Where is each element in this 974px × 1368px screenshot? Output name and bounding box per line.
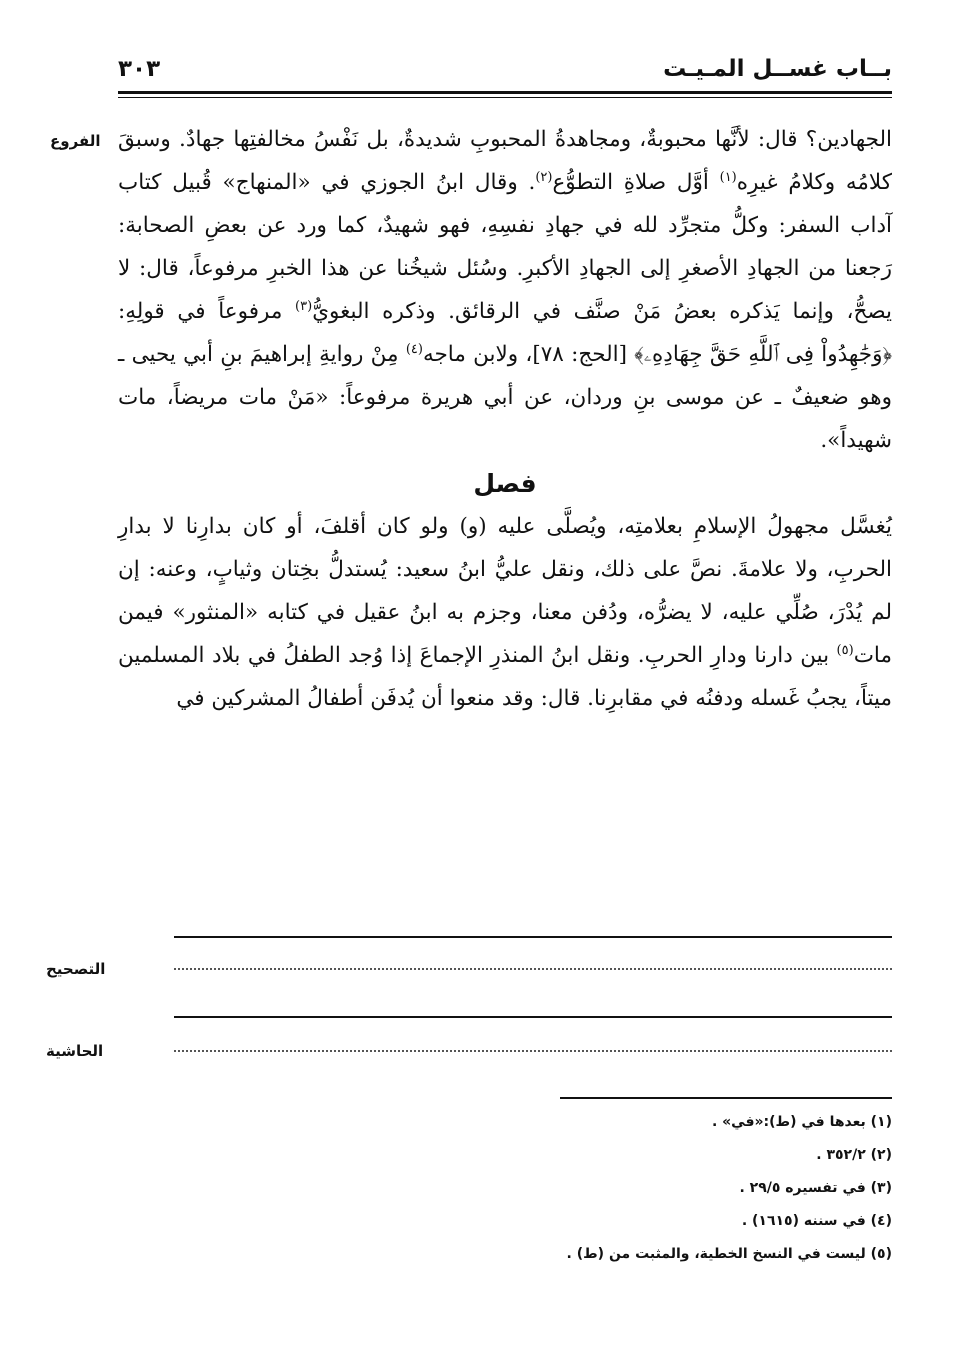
text-line: الجهادين؟ قال: لأنَّها محبوبةٌ، ومجاهدةُ المحبوبِ شديدةٌ، بل نَفْسُ xyxy=(313,127,893,152)
footnote-marker[interactable]: (٢) xyxy=(535,169,553,185)
text-line: الحربِ. ونقل ابنُ المنذرِ الإجماعَ إذا وُجد الطفلُ في بلاد المسلمين ميتاً، xyxy=(118,643,892,711)
quran-quote: ﴿وَجَٰهِدُواْ فِى ٱللَّهِ حَقَّ جِهَادِهِۦ﴾ [الحج: ٧٨]، ولابن ماجه xyxy=(422,342,892,367)
footnote-marker[interactable]: (١) xyxy=(719,169,737,185)
header-rule-thick xyxy=(118,91,892,94)
text-line: معنا، وجزم به ابنُ عقيل في كتابه «المنثور» فيمن مات xyxy=(118,600,892,668)
section-heading: فصل xyxy=(473,469,537,498)
text-line: نفسِهِ، فهو شهيدٌ، كما ورد عن بعضِ الصحابة: رَجعنا من الجهادِ الأصغرِ xyxy=(118,213,892,281)
annotation-label: الحاشية xyxy=(46,1042,104,1060)
running-head xyxy=(118,54,892,94)
correction-label: التصحيح xyxy=(46,960,106,978)
page-number: ٣٠٣ xyxy=(118,56,161,82)
section-rule xyxy=(174,936,892,938)
footnotes xyxy=(92,1106,892,1271)
text-run: أوَّل صلاةِ التطوُّع xyxy=(552,170,720,195)
main-text xyxy=(118,118,892,720)
text-run: مرفوعاً في قولِهِ: xyxy=(118,299,296,324)
footnote-1: (١) بعدها في (ط):«في» . xyxy=(711,1114,892,1130)
section-rule xyxy=(174,1016,892,1018)
footnote-marker[interactable]: (٣) xyxy=(295,298,313,314)
text-line: إلى الجهادِ الأكبرِ. وسُئل شيخُنا عن هذا الخبرِ مرفوعاً، قال: لا يصحُّ، xyxy=(118,256,892,324)
footnote-5: (٥) ليست في النسخ الخطية، والمثبت من (ط) . xyxy=(566,1246,892,1262)
text-line: إبراهيمَ بنِ أبي يحيى ـ وهو ضعيفٌ ـ عن موسى بنِ وردان، عن أبي هريرة xyxy=(118,342,892,410)
text-run: . وقال ابنُ xyxy=(435,170,536,195)
text-line: الجوزي في «المنهاج» قُبيل كتاب آداب السفر: وكلُّ متجرِّد لله في جهادِ xyxy=(118,170,892,238)
footnote-4: (٤) في سننه (١٦١٥) . xyxy=(741,1213,892,1229)
footnote-separator xyxy=(560,1097,892,1099)
footnote-marker[interactable]: (٥) xyxy=(836,642,854,658)
text-line: سعيد: يُستدلُّ بخِتان وثيابٍ، وعنه: إن لم يُدْرَ، صُلِّي عليه، لا يضرُّه، ودُفن xyxy=(118,557,893,625)
correction-field[interactable] xyxy=(174,968,892,970)
chapter-title: بــاب غســل المـيـت xyxy=(663,56,892,82)
footnote-3: (٣) في تفسيره ٢٩/٥ . xyxy=(739,1180,892,1196)
reader-notes-area xyxy=(46,930,892,1070)
paragraph-2 xyxy=(118,505,892,720)
annotation-field[interactable] xyxy=(174,1050,892,1052)
text-run: بين دارنا ودارِ xyxy=(710,643,837,668)
text-line: يُغسَّل مجهولُ الإسلامِ بعلامتِه، ويُصلَّى عليه (و) ولو كان أقلفَ، أو xyxy=(286,514,892,539)
paragraph-1 xyxy=(118,118,892,462)
text-run: مِنْ روايةِ xyxy=(319,342,406,367)
footnote-2: (٢) ٣٥٢/٢ . xyxy=(816,1147,892,1163)
header-rule-thin xyxy=(118,97,892,98)
text-line: مخالفتِها جهادٌ. وسبقَ كلامُه وكلامُ غيرِه xyxy=(118,127,892,195)
text-line: يجبُ غَسله ودفنُه في مقابرِنا. قال: وقد منعوا أن يُدفَن أطفالُ المشركين في xyxy=(176,686,848,711)
margin-label: الفروع xyxy=(50,132,101,150)
text-line: وإنما يَذكره بعضُ مَنْ صنَّف في الرقائق. وذكره البغويُّ xyxy=(312,299,834,324)
text-line: مرفوعاً: «مَنْ مات مريضاً، مات شهيداً». xyxy=(118,385,892,453)
footnote-marker[interactable]: (٤) xyxy=(405,341,423,357)
text-line: كان بدارِنا لا بدارِ الحربِ، ولا علامةَ. نصَّ على ذلك، ونقل عليُّ ابنُ xyxy=(118,514,893,582)
